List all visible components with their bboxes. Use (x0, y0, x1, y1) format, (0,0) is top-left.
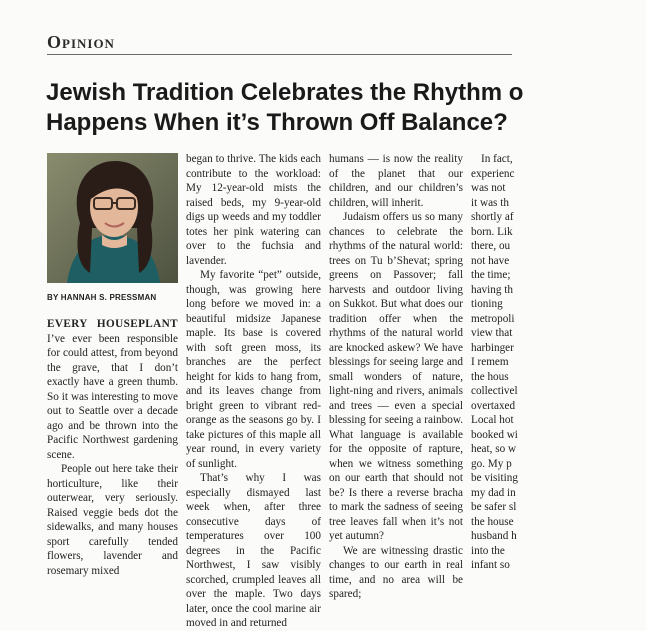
author-photo (47, 153, 178, 283)
column-line: In fact, (481, 153, 513, 165)
section-divider (47, 54, 512, 55)
headline-line-2: Happens When it’s Thrown Off Balance? (46, 109, 508, 136)
headline-line-1: Jewish Tradition Celebrates the Rhythm o (46, 79, 524, 106)
paragraph: began to thrive. The kids each contribute to the workload: My 12-year-old mists the raised beds, my 9-year-old digs up weeds and my toddler totes her pink watering can over to the fuchsia and lavender. (186, 153, 321, 267)
column-line: booked wi (471, 428, 518, 441)
column-line: the hous (471, 370, 509, 383)
column-line: metropoli (471, 312, 515, 325)
article-headline (46, 78, 646, 138)
column-line: into the (471, 544, 505, 557)
column-line: view that (471, 327, 513, 339)
column-line: the time; (471, 269, 511, 281)
column-line: tioning (471, 298, 503, 310)
article-column-3 (329, 152, 463, 602)
paragraph: Judaism offers us so many chances to celebrate the rhythms of the natural world: trees on Tu b’Shevat; spring greens on Passover; fall harvests and outdoor living on Sukkot. But what does our tradition offer when the rhythms of the natural world are knocked askew? We have blessings for seeing large and small wonders of nature, light-ning and rivers, animals and trees — even a special blessing for seeing a rainbow. What language is available for the opposite of rapture, when we witness something on our earth that should not be? Is there a reverse bracha to mark the sadness of seeing tree leaves fall when it’s not yet autumn? (329, 211, 463, 542)
paragraph: That’s why I was especially dismayed last week when, after three consecutive days of temperatures over 100 degrees in the Pacific Northwest, I saw visibly scorched, crumpled leaves all over the maple. Two days later, once the cool marine air moved in and returned (186, 472, 321, 629)
column-line: husband h (471, 530, 517, 542)
column-line: there, ou (471, 240, 511, 252)
column-line: be visiting (471, 472, 518, 484)
paragraph: People out here take their horticulture, like their outerwear, very seriously. Raised veggie beds dot the sidewalks, and many houses sport carefully tended flowers, lavender and rosemary mixed (47, 463, 178, 577)
paragraph (47, 317, 178, 462)
column-line: infant so (471, 559, 510, 571)
column-line: born. Lik (471, 225, 513, 238)
column-line: I remem (471, 356, 509, 368)
column-line: overtaxed (471, 399, 516, 412)
column-line: not have (471, 254, 510, 267)
paragraph: My favorite “pet” outside, though, was growing here long before we moved in: a beautiful midsize Japanese maple. Its base is covered with soft green moss, its branches are the perfect height for kids to hang from, and its leaves change from bright green to vibrant red-orange as the seasons go by. I take pictures of this maple all year round, in every variety of sunlight. (186, 269, 321, 470)
column-line: it was th (471, 196, 509, 209)
column-line: shortly af (471, 211, 514, 223)
column-line: go. My p (471, 457, 512, 470)
paragraph-text: I’ve ever been responsible for could attest, from beyond the grave, that I don’t exactly have a green thumb. So it was interesting to move out to Seattle over a decade ago and be thrown into the Pacific Northwest gardening scene. (47, 332, 178, 461)
article-column-1 (47, 317, 178, 578)
article-column-2 (186, 152, 321, 631)
column-line: having th (471, 283, 513, 296)
column-line: was not (471, 182, 506, 194)
paragraph: humans — is now the reality of the planet that our children, and our children’s children, will inherit. (329, 153, 463, 209)
column-line: collectivel (471, 385, 518, 397)
column-line: harbinger (471, 341, 514, 354)
byline: BY HANNAH S. PRESSMAN (47, 293, 157, 302)
column-line: Local hot (471, 414, 514, 426)
column-line: experienc (471, 167, 515, 180)
paragraph: We are witnessing drastic changes to our earth in real time, and no area will be spared; (329, 544, 463, 600)
section-label: Opinion (47, 32, 115, 52)
column-line: heat, so w (471, 443, 517, 455)
column-line: the house (471, 515, 514, 528)
lead-in-caps: EVERY HOUSEPLANT (47, 318, 178, 330)
column-line: be safer sl (471, 501, 517, 513)
article-column-4 (471, 152, 541, 573)
column-line: my dad in (471, 486, 516, 499)
